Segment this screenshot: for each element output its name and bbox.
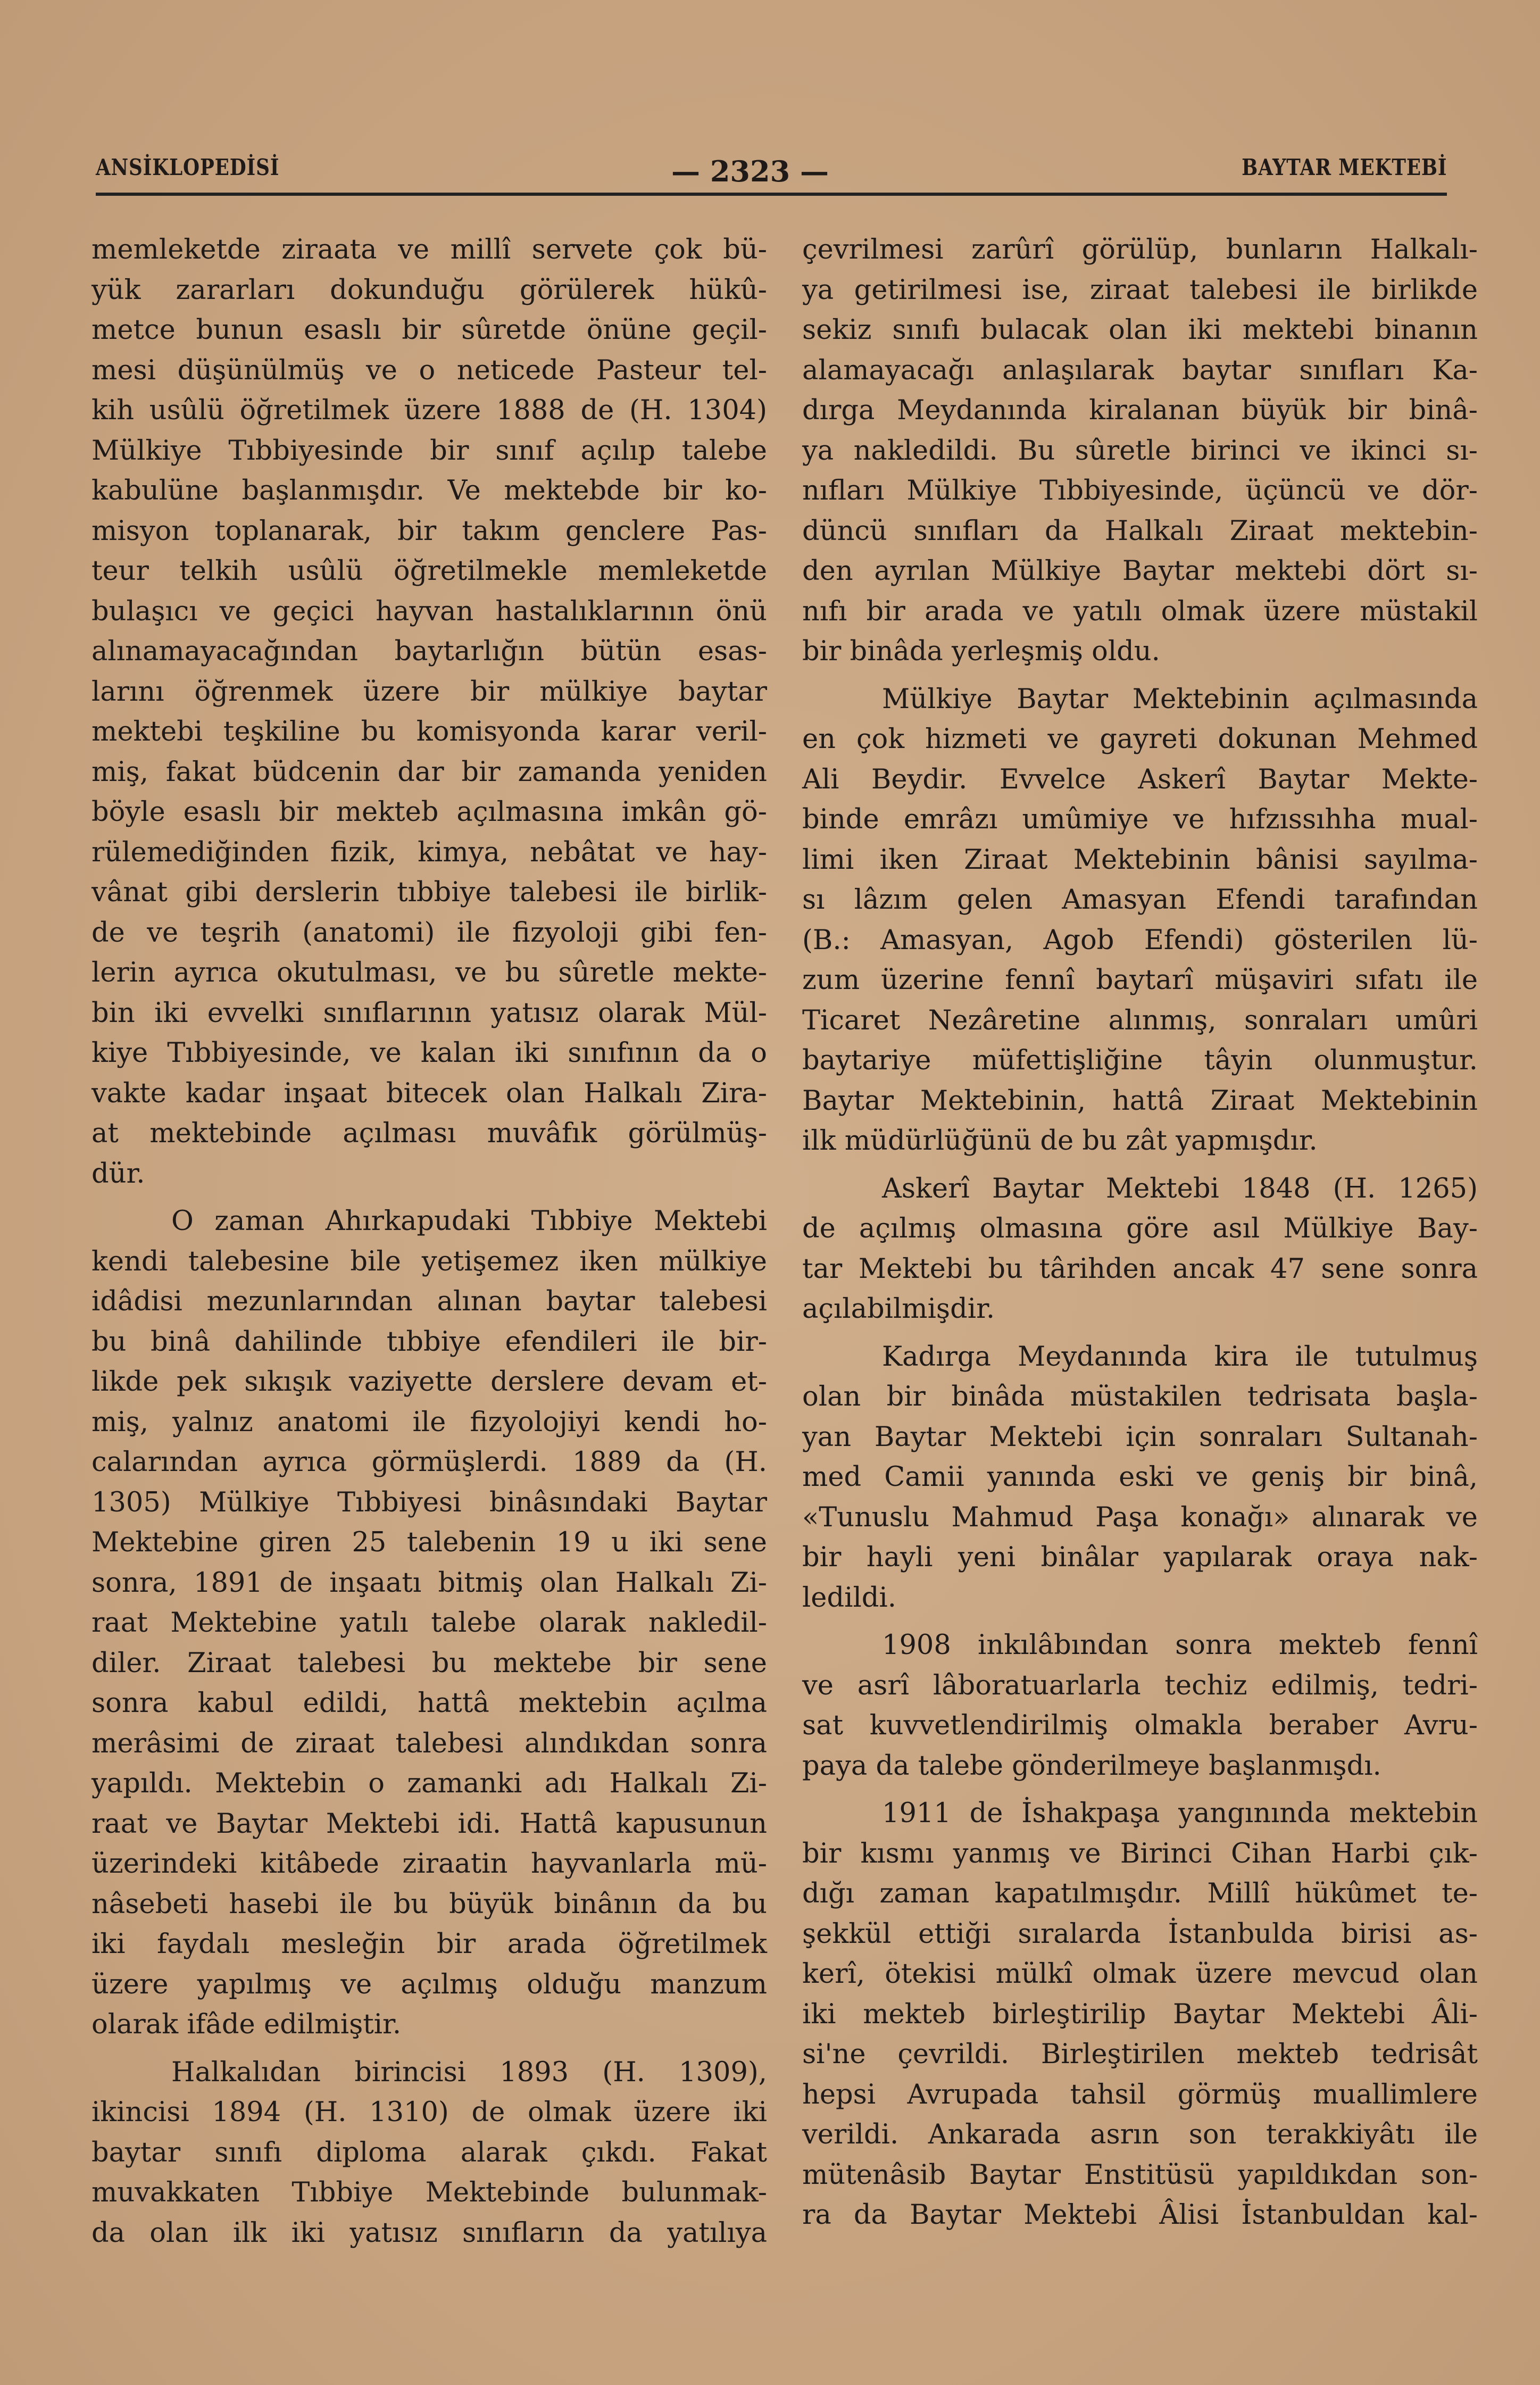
text-line: nıfları Mülkiye Tıbbiyesinde, üçüncü ve dör- <box>802 475 1478 506</box>
text-line: da olan ilk iki yatısız sınıfların da yatılıya <box>91 2217 767 2249</box>
text-line: vânat gibi derslerin tıbbiye talebesi ile birlik- <box>91 877 767 908</box>
text-line: böyle esaslı bir mekteb açılmasına imkân gö- <box>91 796 767 828</box>
text-line: sekiz sınıfı bulacak olan iki mektebi binanın <box>802 314 1478 346</box>
text-line: miş, yalnız anatomi ile fizyolojiyi kendi ho- <box>91 1406 767 1438</box>
text-line: (B.: Amasyan, Agob Efendi) gösterilen lü- <box>802 924 1478 956</box>
text-line: teur telkih usûlü öğretilmekle memleketde <box>91 555 767 587</box>
text-line: metce bunun esaslı bir sûretde önüne geçil- <box>91 314 767 346</box>
text-line: Ali Beydir. Evvelce Askerî Baytar Mekte- <box>802 763 1478 795</box>
text-line: bu binâ dahilinde tıbbiye efendileri ile bir- <box>91 1326 767 1358</box>
running-head-right: BAYTAR MEKTEBİ <box>1241 154 1447 180</box>
text-line: at mektebinde açılması muvâfık görülmüş- <box>91 1118 767 1149</box>
text-line: Mülkiye Tıbbiyesinde bir sınıf açılıp talebe <box>91 435 767 467</box>
text-line: «Tunuslu Mahmud Paşa konağı» alınarak ve <box>802 1501 1478 1533</box>
text-line: kiye Tıbbiyesinde, ve kalan iki sınıfının da o <box>91 1037 767 1069</box>
text-line: sonra kabul edildi, hattâ mektebin açılma <box>91 1688 767 1719</box>
text-line: mesi düşünülmüş ve o neticede Pasteur tel- <box>91 354 767 386</box>
text-line: açılabilmişdir. <box>802 1293 995 1325</box>
text-line: raat Mektebine yatılı talebe olarak nakledil- <box>91 1607 767 1639</box>
paragraph-gap <box>91 2045 767 2052</box>
running-head-left: ANSİKLOPEDİSİ <box>96 154 280 180</box>
text-line: yan Baytar Mektebi için sonraları Sultanah- <box>802 1421 1478 1453</box>
text-line: 1305) Mülkiye Tıbbiyesi binâsındaki Baytar <box>91 1486 767 1518</box>
text-line: 1911 de İshakpaşa yangınında mektebin <box>882 1798 1478 1829</box>
text-line: nâsebeti hasebi ile bu büyük binânın da bu <box>91 1888 767 1920</box>
paragraph-gap <box>802 1161 1478 1169</box>
text-line: olan bir binâda müstakilen tedrisata başla- <box>802 1381 1478 1412</box>
text-line: nıfı bir arada ve yatılı olmak üzere müstakil <box>802 595 1478 627</box>
text-line: çevrilmesi zarûrî görülüp, bunların Halkalı- <box>802 234 1478 265</box>
text-line: raat ve Baytar Mektebi idi. Hattâ kapusunun <box>91 1808 767 1840</box>
text-line: baytariye müfettişliğine tâyin olunmuştur. <box>802 1045 1478 1076</box>
text-line: ya getirilmesi ise, ziraat talebesi ile birlikde <box>802 274 1478 306</box>
text-line: en çok hizmeti ve gayreti dokunan Mehmed <box>802 724 1478 755</box>
left-column <box>91 230 767 2253</box>
text-line: de ve teşrih (anatomi) ile fizyoloji gibi fen- <box>91 917 767 949</box>
text-line: Halkalıdan birincisi 1893 (H. 1309), <box>171 2056 767 2088</box>
text-line: kerî, ötekisi mülkî olmak üzere mevcud olan <box>802 1958 1478 1990</box>
text-line: alamayacağı anlaşılarak baytar sınıfları Ka- <box>802 354 1478 386</box>
text-line: ilk müdürlüğünü de bu zât yapmışdır. <box>802 1125 1318 1157</box>
text-line: sı lâzım gelen Amasyan Efendi tarafından <box>802 884 1478 916</box>
text-line: bulaşıcı ve geçici hayvan hastalıklarının önü <box>91 595 767 627</box>
text-line: düncü sınıfları da Halkalı Ziraat mektebin- <box>802 515 1478 547</box>
text-line: baytar sınıfı diploma alarak çıkdı. Fakat <box>91 2137 767 2168</box>
text-line: kendi talebesine bile yetişemez iken mülkiye <box>91 1245 767 1277</box>
text-line: vakte kadar inşaat bitecek olan Halkalı Zira- <box>91 1077 767 1109</box>
text-line: dığı zaman kapatılmışdır. Millî hükûmet te- <box>802 1878 1478 1909</box>
paragraph-gap <box>802 1329 1478 1337</box>
text-line: sat kuvvetlendirilmiş olmakla beraber Avru- <box>802 1710 1478 1741</box>
text-line: sonra, 1891 de inşaatı bitmiş olan Halkalı Zi- <box>91 1567 767 1599</box>
text-line: zum üzerine fennî baytarî müşaviri sıfatı ile <box>802 965 1478 996</box>
text-line: lerin ayrıca okutulması, ve bu sûretle mekte- <box>91 957 767 988</box>
text-line: verildi. Ankarada asrın son terakkiyâtı ile <box>802 2119 1478 2150</box>
text-line: O zaman Ahırkapudaki Tıbbiye Mektebi <box>171 1206 767 1237</box>
text-line: miş, fakat büdcenin dar bir zamanda yeniden <box>91 756 767 788</box>
text-line: ikincisi 1894 (H. 1310) de olmak üzere iki <box>91 2097 767 2128</box>
text-line: Baytar Mektebinin, hattâ Ziraat Mektebinin <box>802 1085 1478 1117</box>
text-line: alınamayacağından baytarlığın bütün esas- <box>91 636 767 667</box>
text-line: calarından ayrıca görmüşlerdi. 1889 da (H. <box>91 1447 767 1478</box>
text-line: Askerî Baytar Mektebi 1848 (H. 1265) <box>882 1173 1478 1204</box>
text-line: si'ne çevrildi. Birleştirilen mekteb tedrisât <box>802 2039 1478 2070</box>
text-line: bir kısmı yanmış ve Birinci Cihan Harbi çık- <box>802 1838 1478 1869</box>
text-line: mektebi teşkiline bu komisyonda karar veril- <box>91 716 767 747</box>
text-line: ve asrî lâboratuarlarla techiz edilmiş, tedri- <box>802 1669 1478 1701</box>
paragraph-gap <box>802 1786 1478 1793</box>
text-line: den ayrılan Mülkiye Baytar mektebi dört sı- <box>802 555 1478 587</box>
text-line: kabulüne başlanmışdır. Ve mektebde bir ko- <box>91 475 767 506</box>
text-line: yük zararları dokunduğu görülerek hükû- <box>91 274 767 306</box>
paragraph-gap <box>802 672 1478 679</box>
text-line: med Camii yanında eski ve geniş bir binâ, <box>802 1461 1478 1493</box>
text-line: iki mekteb birleştirilip Baytar Mektebi Âli- <box>802 1998 1478 2030</box>
page-number: — 2323 — <box>671 154 829 188</box>
text-line: dırga Meydanında kiralanan büyük bir binâ- <box>802 395 1478 426</box>
text-line: Mektebine giren 25 talebenin 19 u iki sene <box>91 1527 767 1558</box>
header-rule <box>96 193 1447 196</box>
text-line: binde emrâzı umûmiye ve hıfzıssıhha mual- <box>802 804 1478 835</box>
paragraph-gap <box>91 1194 767 1201</box>
text-line: limi iken Ziraat Mektebinin bânisi sayılma- <box>802 844 1478 876</box>
text-line: iki faydalı mesleğin bir arada öğretilmek <box>91 1929 767 1960</box>
text-line: idâdisi mezunlarından alınan baytar talebesi <box>91 1286 767 1317</box>
text-line: ra da Baytar Mektebi Âlisi İstanbuldan kal- <box>802 2199 1478 2231</box>
text-line: mütenâsib Baytar Enstitüsü yapıldıkdan son- <box>802 2159 1478 2191</box>
text-line: bin iki evvelki sınıflarının yatısız olarak Mül- <box>91 997 767 1029</box>
text-line: dür. <box>91 1158 145 1190</box>
text-line: de açılmış olmasına göre asıl Mülkiye Bay- <box>802 1213 1478 1244</box>
page-header <box>96 154 1447 197</box>
text-line: memleketde ziraata ve millî servete çok bü- <box>91 234 767 265</box>
text-line: yapıldı. Mektebin o zamanki adı Halkalı Zi- <box>91 1768 767 1799</box>
right-column <box>802 230 1478 2236</box>
text-line: diler. Ziraat talebesi bu mektebe bir sene <box>91 1647 767 1679</box>
text-line: bir hayli yeni binâlar yapılarak oraya nak- <box>802 1542 1478 1573</box>
text-line: üzere yapılmış ve açılmış olduğu manzum <box>91 1968 767 2000</box>
text-line: tar Mektebi bu târihden ancak 47 sene sonra <box>802 1253 1478 1285</box>
text-line: şekkül ettiği sıralarda İstanbulda birisi as- <box>802 1918 1478 1950</box>
text-line: muvakkaten Tıbbiye Mektebinde bulunmak- <box>91 2177 767 2208</box>
paragraph-gap <box>802 1618 1478 1625</box>
text-line: olarak ifâde edilmiştir. <box>91 2009 402 2040</box>
text-line: bir binâda yerleşmiş oldu. <box>802 636 1160 667</box>
text-line: Ticaret Nezâretine alınmış, sonraları umûri <box>802 1004 1478 1036</box>
text-line: ledildi. <box>802 1582 896 1614</box>
text-line: Kadırga Meydanında kira ile tutulmuş <box>882 1341 1478 1373</box>
text-line: rülemediğinden fizik, kimya, nebâtat ve hay- <box>91 836 767 868</box>
text-line: ya nakledildi. Bu sûretle birinci ve ikinci sı- <box>802 435 1478 467</box>
text-line: misyon toplanarak, bir takım genclere Pas- <box>91 515 767 547</box>
text-line: Mülkiye Baytar Mektebinin açılmasında <box>882 683 1478 715</box>
text-line: üzerindeki kitâbede ziraatin hayvanlarla mü- <box>91 1848 767 1880</box>
text-line: 1908 inkılâbından sonra mekteb fennî <box>882 1630 1478 1661</box>
text-line: larını öğrenmek üzere bir mülkiye baytar <box>91 676 767 708</box>
text-line: likde pek sıkışık vaziyette derslere devam et- <box>91 1366 767 1398</box>
text-line: hepsi Avrupada tahsil görmüş muallimlere <box>802 2079 1478 2110</box>
text-line: kih usûlü öğretilmek üzere 1888 de (H. 1304) <box>91 395 767 426</box>
text-line: paya da talebe gönderilmeye başlanmışdı. <box>802 1750 1381 1782</box>
text-line: merâsimi de ziraat talebesi alındıkdan sonra <box>91 1727 767 1759</box>
